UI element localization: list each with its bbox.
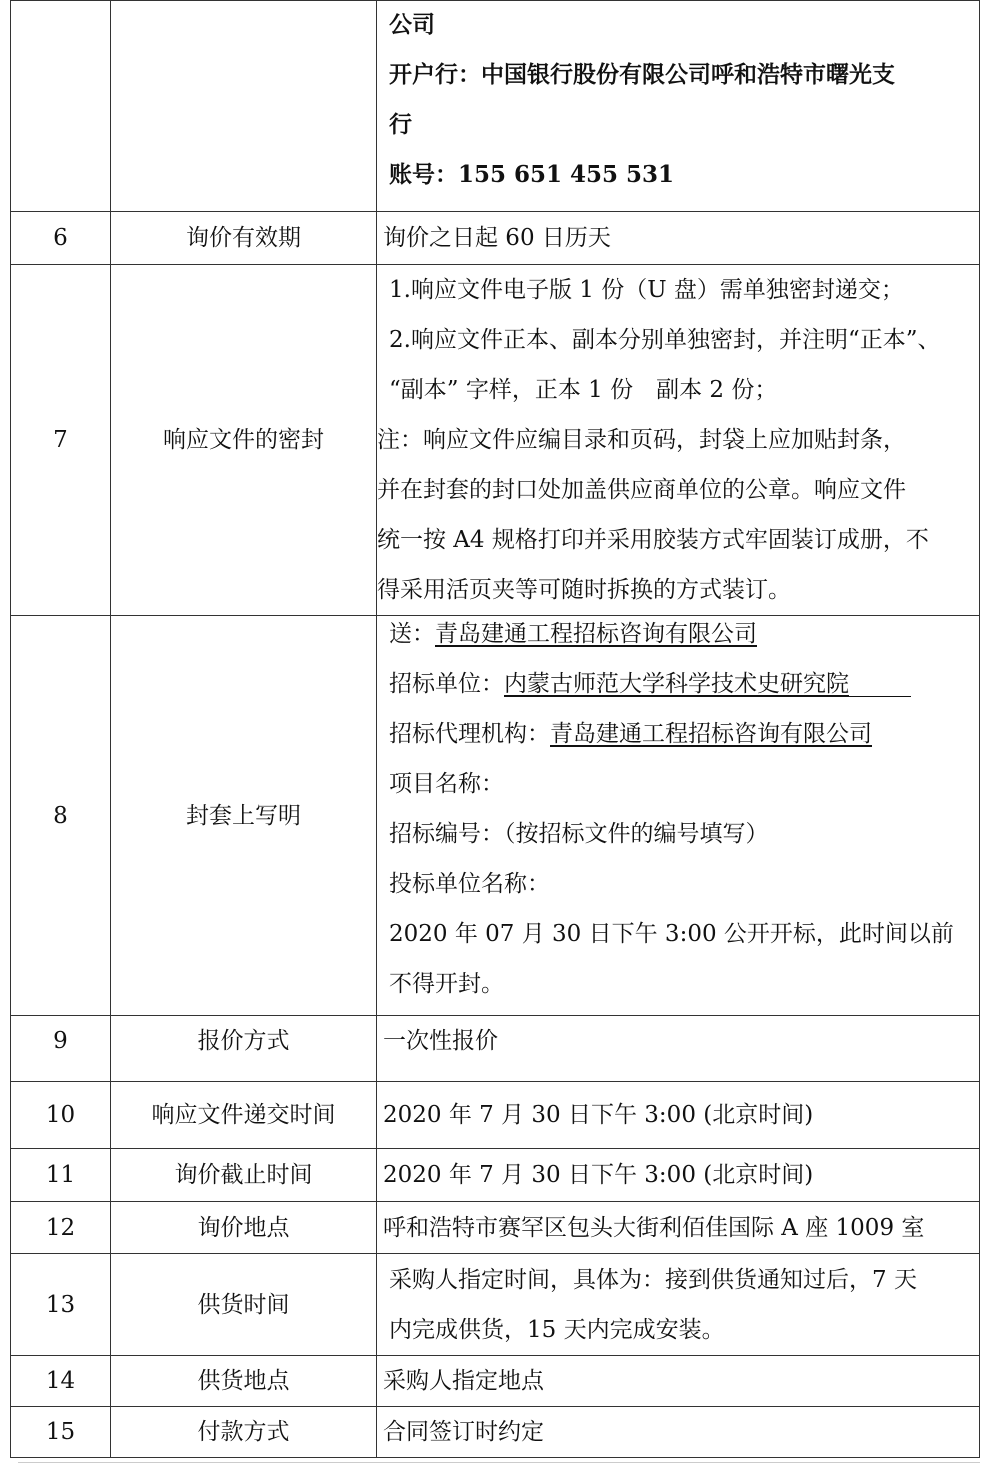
row-content-cell: 询价之日起 60 日历天 [377, 212, 980, 265]
row-item-cell: 询价截止时间 [111, 1149, 377, 1202]
row-item-cell: 供货地点 [111, 1356, 377, 1407]
table-row-10 [11, 1082, 980, 1149]
row-item-cell [111, 1, 377, 212]
bank-label: 开户行： [389, 61, 481, 88]
row-number-cell: 7 [11, 265, 111, 616]
row-number-cell: 9 [11, 1016, 111, 1082]
row-item-cell: 付款方式 [111, 1407, 377, 1458]
row-item-cell: 封套上写明 [111, 616, 377, 1016]
row-item-cell: 报价方式 [111, 1016, 377, 1082]
tender-unit-line [389, 659, 977, 709]
row-content-cell: 2020 年 7 月 30 日下午 3:00 (北京时间) [377, 1149, 980, 1202]
row-number-cell: 13 [11, 1254, 111, 1356]
account-label: 账号： [389, 161, 458, 188]
sealing-line-2: 2.响应文件正本、副本分别单独密封，并注明“正本”、 [389, 327, 941, 353]
row-number-cell: 14 [11, 1356, 111, 1407]
account-number: 155 651 455 531 [458, 161, 675, 188]
send-to-line [389, 616, 977, 660]
row-item-cell: 响应文件递交时间 [111, 1082, 377, 1149]
bidder-name-line: 投标单位名称： [389, 871, 550, 897]
tender-unit-label: 招标单位： [389, 671, 504, 697]
row-item-cell: 供货时间 [111, 1254, 377, 1356]
table-row-12 [11, 1202, 980, 1254]
bank-line-continued: 行 [389, 111, 412, 138]
opening-time-line-2: 不得开封。 [389, 971, 504, 997]
tender-info-table [10, 0, 980, 1458]
table-row-7 [11, 265, 980, 616]
row-number-cell: 6 [11, 212, 111, 265]
row-number-cell: 12 [11, 1202, 111, 1254]
row-number-cell: 11 [11, 1149, 111, 1202]
row-number-cell: 10 [11, 1082, 111, 1149]
table-row-11 [11, 1149, 980, 1202]
delivery-time-line-1: 采购人指定时间，具体为：接到供货通知过后，7 天 [389, 1266, 917, 1293]
sealing-note-line-3: 统一按 A4 规格打印并采用胶装方式牢固装订成册，不 [377, 527, 929, 553]
sealing-note-line-2: 并在封套的封口处加盖供应商单位的公章。响应文件 [377, 477, 906, 503]
agency-value: 青岛建通工程招标咨询有限公司 [550, 721, 872, 747]
table-row-bank-info [11, 1, 980, 212]
row-content-cell: 合同签订时约定 [377, 1407, 980, 1458]
table-row-8 [11, 616, 980, 1016]
table-row-9 [11, 1016, 980, 1082]
sealing-note-line-4: 得采用活页夹等可随时拆换的方式装订。 [377, 577, 791, 603]
row-number-cell: 8 [11, 616, 111, 1016]
company-name-tail: 公司 [389, 11, 435, 38]
page-bottom-divider [18, 1462, 980, 1463]
project-name-line: 项目名称： [389, 771, 504, 797]
row-number-cell: 15 [11, 1407, 111, 1458]
opening-time-line-1: 2020 年 07 月 30 日下午 3:00 公开开标，此时间以前 [389, 921, 954, 947]
tender-unit-value: 内蒙古师范大学科学技术史研究院 [504, 671, 849, 697]
underline-blank [849, 666, 911, 697]
row-item-cell: 响应文件的密封 [111, 265, 377, 616]
row-item-cell: 询价有效期 [111, 212, 377, 265]
delivery-time-line-2: 内完成供货，15 天内完成安装。 [389, 1316, 725, 1343]
send-to-value: 青岛建通工程招标咨询有限公司 [435, 621, 757, 647]
sealing-line-1: 1.响应文件电子版 1 份（U 盘）需单独密封递交； [389, 277, 904, 303]
agency-line [389, 709, 977, 759]
tender-number-line: 招标编号：（按招标文件的编号填写） [389, 821, 769, 847]
envelope-markings-cell [377, 616, 980, 1016]
account-line [389, 150, 977, 200]
row-number-cell [11, 1, 111, 212]
agency-label: 招标代理机构： [389, 721, 550, 747]
table-row-15 [11, 1407, 980, 1458]
table-row-13 [11, 1254, 980, 1356]
sealing-note-line-1: 注：响应文件应编目录和页码，封袋上应加贴封条， [377, 427, 906, 453]
row-content-cell: 2020 年 7 月 30 日下午 3:00 (北京时间) [377, 1082, 980, 1149]
sealing-requirements-cell [377, 265, 980, 616]
table-row-14 [11, 1356, 980, 1407]
table-row-6 [11, 212, 980, 265]
bank-line [389, 50, 977, 100]
delivery-time-cell [377, 1254, 980, 1356]
row-content-cell: 采购人指定地点 [377, 1356, 980, 1407]
send-to-label: 送： [389, 621, 435, 647]
sealing-line-3: “副本” 字样，正本 1 份 副本 2 份； [389, 377, 778, 403]
row-content-cell: 一次性报价 [377, 1016, 980, 1082]
bank-info-cell [377, 1, 980, 212]
bank-value: 中国银行股份有限公司呼和浩特市曙光支 [481, 61, 895, 88]
row-content-cell: 呼和浩特市赛罕区包头大街利佰佳国际 A 座 1009 室 [377, 1202, 980, 1254]
row-item-cell: 询价地点 [111, 1202, 377, 1254]
